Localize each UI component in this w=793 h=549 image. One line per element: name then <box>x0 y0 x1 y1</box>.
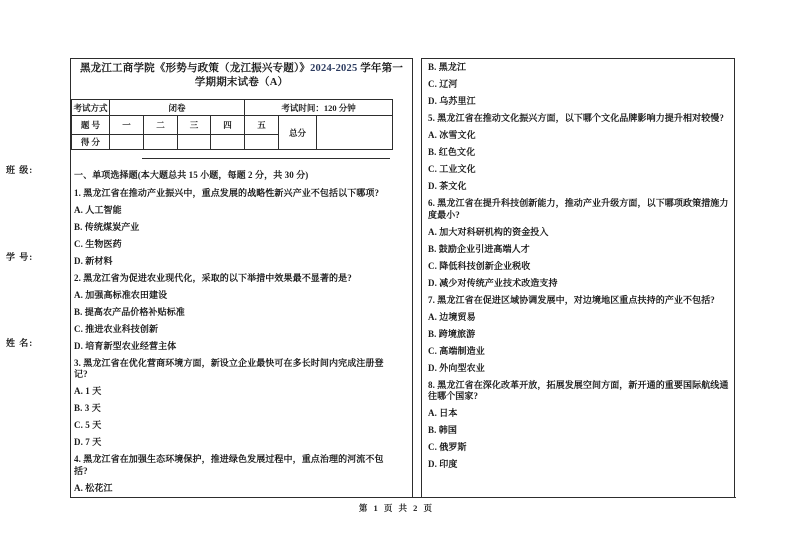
paper-title-prefix: 黑龙江工商学院《形势与政策（龙江振兴专题）》 <box>79 63 311 74</box>
binding-dotted-block <box>6 185 51 247</box>
option-text: B. 跨境旅游 <box>428 328 476 339</box>
question-number-label: 题 号 <box>72 116 110 135</box>
question-text: 5. 黑龙江省在推动文化振兴方面，以下哪个文化品牌影响力提升相对较慢? <box>428 113 725 123</box>
option-text: C. 工业文化 <box>428 164 476 174</box>
exam-info-table <box>71 99 393 150</box>
option-text: B. 红色文化 <box>428 147 476 157</box>
section-column-header: 一 <box>110 116 144 135</box>
name-label: 姓 名: <box>6 338 34 348</box>
option-text: A. 1 天 <box>74 386 102 396</box>
table-underline <box>142 158 390 159</box>
class-label: 班 级: <box>6 165 34 175</box>
score-cell <box>110 135 144 150</box>
left-column-box <box>70 58 413 497</box>
option-text: C. 5 天 <box>74 420 102 430</box>
right-column-box <box>421 58 735 497</box>
binding-dotted-block <box>6 88 51 162</box>
option-text: D. 印度 <box>428 459 458 469</box>
option-text: D. 减少对传统产业技术改造支持 <box>428 277 558 288</box>
score-label: 得 分 <box>72 135 110 150</box>
exam-time: 考试时间：120 分钟 <box>245 100 393 116</box>
section-column-header: 五 <box>245 116 279 135</box>
total-score-cell <box>317 116 393 150</box>
option-text: B. 鼓励企业引进高端人才 <box>428 243 530 254</box>
option-text: A. 加大对科研机构的资金投入 <box>428 226 549 237</box>
option-text: A. 冰雪文化 <box>428 130 476 140</box>
option-text: D. 茶文化 <box>428 181 467 191</box>
option-text: C. 俄罗斯 <box>428 442 467 452</box>
questions-column-right <box>428 62 730 471</box>
questions-column-left <box>74 170 394 494</box>
option-text: D. 新材料 <box>74 255 113 266</box>
score-cell <box>178 135 211 150</box>
section-column-header: 四 <box>211 116 245 135</box>
section-column-header: 三 <box>178 116 211 135</box>
option-text: C. 降低科技创新企业税收 <box>428 260 531 271</box>
option-text: A. 松花江 <box>74 482 113 493</box>
question-text: 6. 黑龙江省在提升科技创新能力，推动产业升级方面，以下哪项政策措施力度最小? <box>428 198 729 220</box>
paper-title <box>77 62 406 90</box>
option-text: A. 边境贸易 <box>428 311 476 322</box>
option-text: D. 乌苏里江 <box>428 96 476 106</box>
score-cell <box>144 135 178 150</box>
option-text: A. 日本 <box>428 408 458 418</box>
question-text: 4. 黑龙江省在加强生态环境保护，推进绿色发展过程中，重点治理的河流不包括? <box>74 454 384 476</box>
question-text: 1. 黑龙江省在推动产业振兴中，重点发展的战略性新兴产业不包括以下哪项? <box>74 187 380 198</box>
option-text: B. 黑龙江 <box>428 62 467 72</box>
paper-title-year: 2024-2025 <box>310 63 358 74</box>
question-text: 7. 黑龙江省在促进区域协调发展中，对边境地区重点扶持的产业不包括? <box>428 294 715 305</box>
question-text: 2. 黑龙江省为促进农业现代化，采取的以下举措中效果最不显著的是? <box>74 272 352 283</box>
score-cell <box>245 135 279 150</box>
option-text: B. 提高农产品价格补贴标准 <box>74 306 185 317</box>
option-text: B. 3 天 <box>74 403 101 413</box>
binding-dotted-block <box>6 358 51 547</box>
exam-method-label: 考试方式 <box>72 100 110 116</box>
option-text: C. 高端制造业 <box>428 345 485 356</box>
score-cell <box>211 135 245 150</box>
option-text: A. 加强高标准农田建设 <box>74 289 168 300</box>
content-bottom-border <box>70 497 736 498</box>
section-heading: 一、单项选择题(本大题总共 15 小题，每题 2 分，共 30 分) <box>74 170 309 180</box>
option-text: C. 推进农业科技创新 <box>74 323 159 334</box>
exam-method-value: 闭卷 <box>110 100 245 116</box>
option-text: D. 7 天 <box>74 437 102 447</box>
paper-title-suffix: 学年第一学期期末试卷（A） <box>194 63 404 88</box>
question-text: 3. 黑龙江省在优化营商环境方面，新设立企业最快可在多长时间内完成注册登记? <box>74 357 384 379</box>
total-score-label: 总分 <box>279 116 317 150</box>
section-column-header: 二 <box>144 116 178 135</box>
option-text: B. 传统煤炭产业 <box>74 221 140 232</box>
binding-dotted-block <box>6 281 51 333</box>
option-text: D. 培育新型农业经营主体 <box>74 340 177 351</box>
option-text: C. 生物医药 <box>74 238 122 249</box>
option-text: B. 韩国 <box>428 425 458 435</box>
option-text: C. 辽河 <box>428 79 458 89</box>
option-text: D. 外向型农业 <box>428 362 485 373</box>
student-id-label: 学 号: <box>6 252 34 262</box>
question-text: 8. 黑龙江省在深化改革开放，拓展发展空间方面，新开通的重要国际航线通往哪个国家? <box>428 379 729 401</box>
option-text: A. 人工智能 <box>74 204 122 215</box>
page-footer: 第 1 页 共 2 页 <box>358 503 435 513</box>
